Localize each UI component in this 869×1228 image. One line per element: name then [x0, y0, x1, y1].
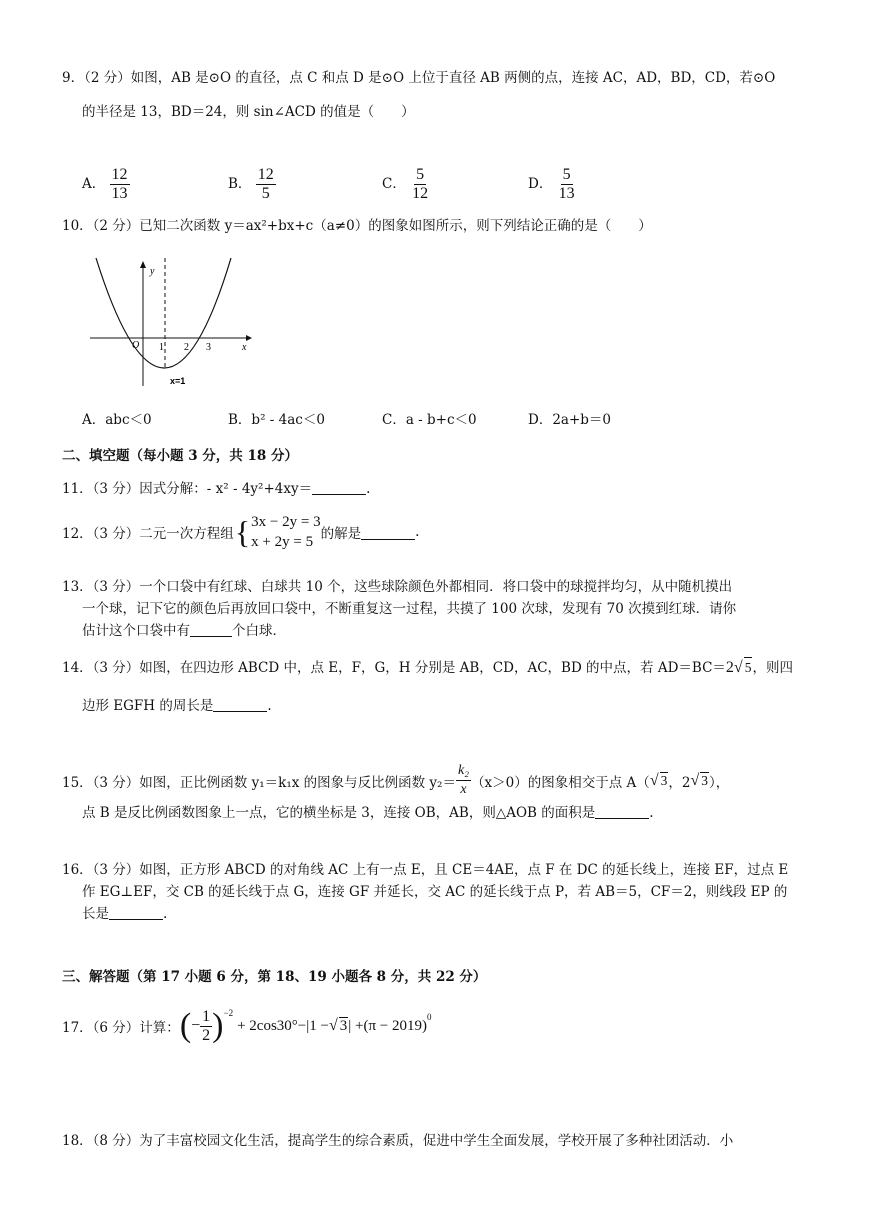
option-label: A．	[82, 176, 106, 192]
option-label: D．	[528, 176, 553, 192]
radicand: 3	[701, 773, 708, 788]
sqrt-symbol: √	[649, 771, 659, 789]
q14-line1: 14．（3 分）如图，在四边形 ABCD 中，点 E，F，G，H 分别是 AB，CD，AC，BD 的中点，若 AD＝BC＝2√ 5，则四	[62, 659, 793, 676]
q9-line2: 的半径是 13，BD＝24，则 sin∠ACD 的值是（ ）	[82, 104, 415, 120]
y-axis-label: y	[150, 266, 155, 277]
coefficient: 2	[725, 659, 734, 676]
exponent: 0	[426, 1012, 432, 1022]
q13-line1: 13．（3 分）一个口袋中有红球、白球共 10 个，这些球除颜色外都相同．将口袋中的球搅拌均匀，从中随机摸出	[62, 579, 733, 595]
exponent: −2	[223, 1008, 234, 1018]
answer-blank[interactable]	[190, 622, 232, 637]
option-fraction: $\frac{12}{5}$	[257, 166, 274, 202]
tick-1: 1	[159, 342, 164, 353]
radicand: 5	[744, 657, 753, 678]
q13-line2: 一个球，记下它的颜色后再放回口袋中，不断重复这一过程，共摸了 100 次球，发现有 70 次摸到红球．请你	[82, 601, 737, 617]
sqrt-symbol: √	[328, 1017, 338, 1034]
q9-option-b	[228, 166, 276, 203]
option-fraction: $\frac{5}{13}$	[558, 166, 575, 202]
q15-line1: 15．（3 分）如图，正比例函数 y₁＝k₁x 的图象与反比例函数 y₂＝ $\frac{\text{k₂}}{x}$ （x＞0）的图象相交于点 A（ √ 3 ，2 √ 3 ），	[62, 763, 730, 797]
x-axis-label: x	[242, 342, 247, 353]
symmetry-label: x=1	[170, 376, 186, 386]
q10-option-b: B．b² - 4ac＜0	[228, 412, 325, 428]
tick-2: 2	[184, 342, 189, 353]
q13-line3: 估计这个口袋中有 个白球．	[82, 623, 286, 639]
q11: 11．（3 分）因式分解：- x² - 4y²+4xy＝ .	[62, 481, 371, 497]
radicand: 3	[339, 1018, 348, 1034]
q18-line1: 18．（8 分）为了丰富校园文化生活，提高学生的综合素质，促进中学生全面发展，学校开展了多种社团活动．小	[62, 1133, 734, 1149]
section-3-heading: 三、解答题（第 17 小题 6 分，第 18、19 小题各 8 分，共 22 分）	[62, 969, 487, 985]
q16-line3: 长是 .	[82, 906, 168, 922]
right-paren: )	[212, 1007, 224, 1044]
y-axis-arrow	[140, 261, 146, 268]
q10-option-d: D．2a+b＝0	[528, 412, 612, 428]
q9-option-d	[528, 166, 577, 203]
answer-blank[interactable]	[109, 905, 163, 920]
answer-blank[interactable]	[312, 480, 366, 495]
equation-1: 3x − 2y = 3	[251, 514, 321, 530]
q10-line1: 10．（2 分）已知二次函数 y＝ax²+bx+c（a≠0）的图象如图所示，则下列结论正确的是（ ）	[62, 218, 652, 234]
q14-line2: 边形 EGFH 的周长是 .	[82, 698, 272, 714]
sqrt-symbol: √	[733, 659, 743, 676]
option-fraction: $\frac{12}{13}$	[111, 166, 128, 202]
q9-option-c	[382, 166, 430, 203]
option-label: C．	[382, 176, 406, 192]
brace-symbol: {	[234, 514, 251, 550]
option-fraction: $\frac{5}{12}$	[412, 166, 429, 202]
x-axis-arrow	[246, 335, 252, 341]
answer-blank[interactable]	[361, 525, 415, 540]
q16-line1: 16．（3 分）如图，正方形 ABCD 的对角线 AC 上有一点 E，且 CE＝4AE，点 F 在 DC 的延长线上，连接 EF，过点 E	[62, 862, 789, 878]
q17: 17．（6 分）计算： ( − $\frac{1}{2}$ ) $^{-2}$ + 2cos30°−|1 − √ 3 | +(π − 2019) $^0$	[62, 1007, 432, 1044]
radicand: 3	[660, 773, 668, 788]
q9-line1: 9．（2 分）如图，AB 是⊙O 的直径，点 C 和点 D 是⊙O 上位于直径 AB 两侧的点，连接 AC，AD，BD，CD，若⊙O	[62, 70, 776, 86]
q15-line2: 点 B 是反比例函数图象上一点，它的横坐标是 3，连接 OB，AB，则△AOB 的面积是 .	[82, 805, 654, 821]
sqrt-symbol: √	[690, 771, 700, 789]
parabola-graph	[86, 252, 256, 392]
q12: 12．（3 分）二元一次方程组 { 3x − 2y = 3 x + 2y = 5 的解是 .	[62, 514, 420, 550]
tick-3: 3	[206, 342, 211, 353]
origin-label: O	[132, 340, 140, 351]
fraction: $\frac{1}{2}$	[202, 1007, 211, 1044]
option-label: B．	[228, 176, 252, 192]
q10-option-c: C．a - b+c＜0	[382, 412, 477, 428]
answer-blank[interactable]	[595, 804, 649, 819]
equation-system	[251, 512, 320, 552]
q9-option-a	[82, 166, 130, 203]
q16-line2: 作 EG⊥EF，交 CB 的延长线于点 G，连接 GF 并延长，交 AC 的延长线于点 P，若 AB＝5，CF＝2，则线段 EP 的	[82, 884, 788, 900]
left-paren: (	[179, 1007, 192, 1044]
answer-blank[interactable]	[213, 697, 267, 712]
q10-option-a: A．abc＜0	[82, 412, 152, 428]
section-2-heading: 二、填空题（每小题 3 分，共 18 分）	[62, 448, 298, 464]
fraction: $\frac{\text{k₂}}{x}$	[457, 763, 470, 797]
equation-2: x + 2y = 5	[251, 534, 314, 550]
minus-sign: −	[191, 1017, 201, 1034]
